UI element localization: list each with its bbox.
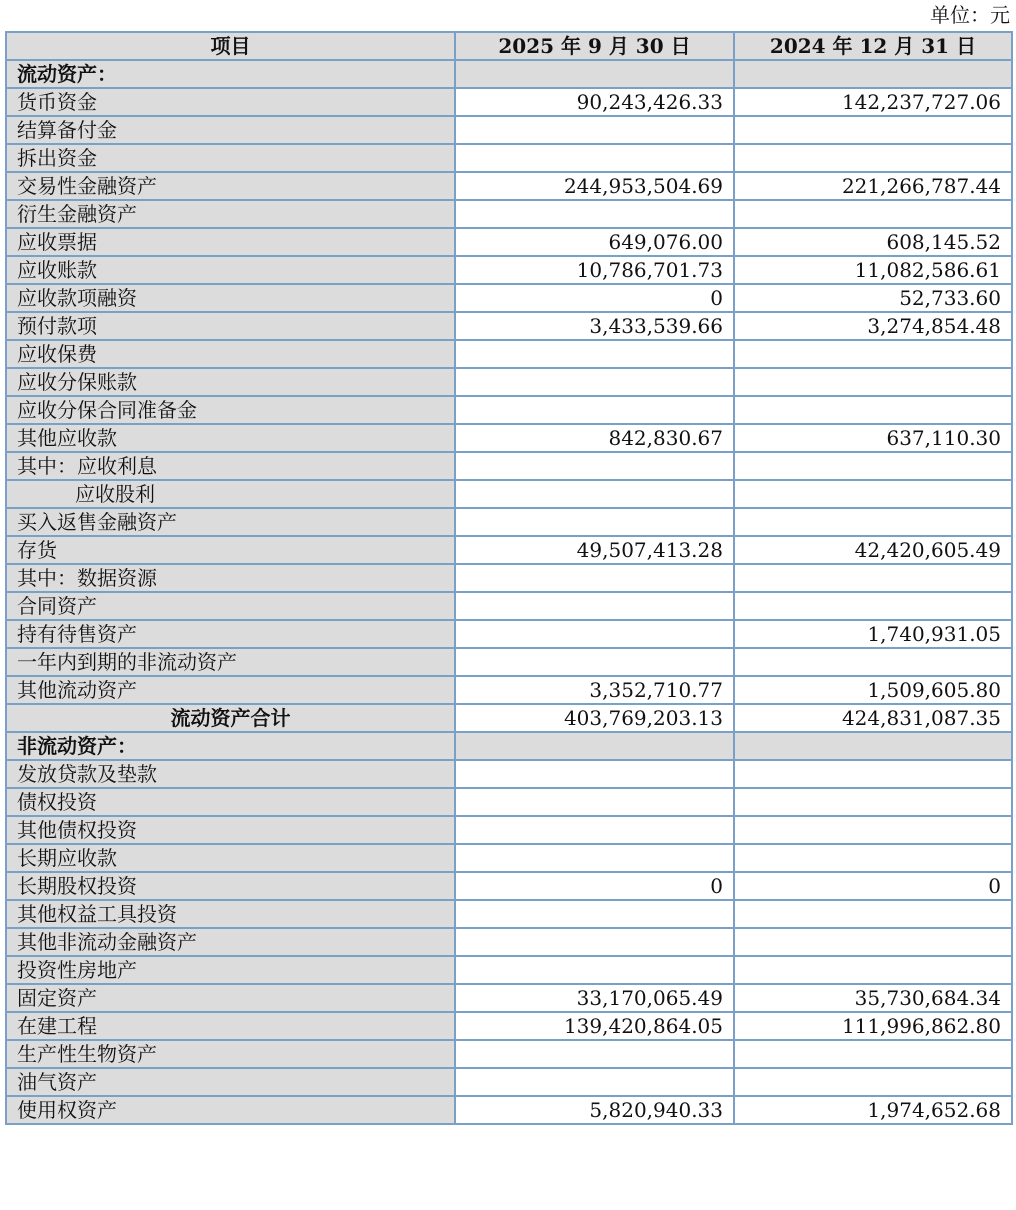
value-2025 (455, 1068, 734, 1096)
value-2024 (734, 480, 1012, 508)
value-2024: 1,974,652.68 (734, 1096, 1012, 1124)
row-label: 拆出资金 (6, 144, 455, 172)
table-row (6, 592, 1012, 620)
row-label: 其他权益工具投资 (6, 900, 455, 928)
table-row (6, 312, 1012, 340)
value-2024: 0 (734, 872, 1012, 900)
table-row (6, 200, 1012, 228)
value-2025: 0 (455, 284, 734, 312)
row-label: 其他流动资产 (6, 676, 455, 704)
value-2024 (734, 648, 1012, 676)
value-2024: 637,110.30 (734, 424, 1012, 452)
row-label: 结算备付金 (6, 116, 455, 144)
header-item: 项目 (6, 32, 455, 60)
row-label: 应收账款 (6, 256, 455, 284)
value-2025 (455, 508, 734, 536)
value-2025: 33,170,065.49 (455, 984, 734, 1012)
table-row (6, 900, 1012, 928)
value-2025 (455, 116, 734, 144)
value-2025 (455, 452, 734, 480)
value-2024 (734, 844, 1012, 872)
row-label: 应收保费 (6, 340, 455, 368)
value-2025: 3,352,710.77 (455, 676, 734, 704)
row-label: 其他债权投资 (6, 816, 455, 844)
value-2025 (455, 732, 734, 760)
row-label: 发放贷款及垫款 (6, 760, 455, 788)
value-2024 (734, 900, 1012, 928)
table-row (6, 732, 1012, 760)
table-header-row (6, 32, 1012, 60)
table-row (6, 704, 1012, 732)
value-2025 (455, 200, 734, 228)
value-2024 (734, 788, 1012, 816)
table-row (6, 564, 1012, 592)
table-row (6, 1096, 1012, 1124)
row-label: 生产性生物资产 (6, 1040, 455, 1068)
header-col-2025: 2025 年 9 月 30 日 (455, 32, 734, 60)
value-2025 (455, 480, 734, 508)
row-label: 买入返售金融资产 (6, 508, 455, 536)
value-2025: 139,420,864.05 (455, 1012, 734, 1040)
row-label: 流动资产： (6, 60, 455, 88)
row-label: 应收分保合同准备金 (6, 396, 455, 424)
row-label: 油气资产 (6, 1068, 455, 1096)
row-label: 非流动资产： (6, 732, 455, 760)
value-2025 (455, 928, 734, 956)
row-label: 投资性房地产 (6, 956, 455, 984)
row-label: 其中：应收利息 (6, 452, 455, 480)
table-row (6, 368, 1012, 396)
table-row (6, 788, 1012, 816)
row-label: 其中：数据资源 (6, 564, 455, 592)
value-2024: 142,237,727.06 (734, 88, 1012, 116)
value-2025: 842,830.67 (455, 424, 734, 452)
table-row (6, 536, 1012, 564)
value-2024 (734, 116, 1012, 144)
value-2024 (734, 396, 1012, 424)
row-label: 长期股权投资 (6, 872, 455, 900)
value-2024 (734, 592, 1012, 620)
value-2025 (455, 900, 734, 928)
value-2025 (455, 760, 734, 788)
value-2024 (734, 200, 1012, 228)
table-row (6, 872, 1012, 900)
value-2024 (734, 564, 1012, 592)
table-row (6, 844, 1012, 872)
value-2024 (734, 928, 1012, 956)
row-label: 固定资产 (6, 984, 455, 1012)
balance-sheet-table (5, 31, 1013, 1125)
table-row (6, 928, 1012, 956)
value-2025: 244,953,504.69 (455, 172, 734, 200)
table-row (6, 452, 1012, 480)
value-2025 (455, 396, 734, 424)
row-label: 其他应收款 (6, 424, 455, 452)
value-2024 (734, 60, 1012, 88)
value-2024 (734, 1040, 1012, 1068)
value-2024 (734, 760, 1012, 788)
value-2024: 3,274,854.48 (734, 312, 1012, 340)
table-row (6, 816, 1012, 844)
table-row (6, 396, 1012, 424)
value-2024: 1,509,605.80 (734, 676, 1012, 704)
table-row (6, 676, 1012, 704)
value-2025 (455, 340, 734, 368)
value-2025 (455, 368, 734, 396)
value-2025 (455, 620, 734, 648)
value-2024 (734, 816, 1012, 844)
row-label: 衍生金融资产 (6, 200, 455, 228)
row-label: 预付款项 (6, 312, 455, 340)
table-row (6, 956, 1012, 984)
table-row (6, 340, 1012, 368)
table-row (6, 284, 1012, 312)
value-2025: 0 (455, 872, 734, 900)
table-row (6, 60, 1012, 88)
value-2024 (734, 340, 1012, 368)
value-2024 (734, 732, 1012, 760)
row-label: 其他非流动金融资产 (6, 928, 455, 956)
value-2025 (455, 648, 734, 676)
row-label: 流动资产合计 (6, 704, 455, 732)
value-2025: 49,507,413.28 (455, 536, 734, 564)
value-2025: 649,076.00 (455, 228, 734, 256)
value-2025 (455, 956, 734, 984)
value-2025 (455, 1040, 734, 1068)
value-2025 (455, 844, 734, 872)
value-2025 (455, 788, 734, 816)
value-2025: 5,820,940.33 (455, 1096, 734, 1124)
value-2024 (734, 452, 1012, 480)
table-row (6, 620, 1012, 648)
row-label: 长期应收款 (6, 844, 455, 872)
row-label: 债权投资 (6, 788, 455, 816)
value-2024: 1,740,931.05 (734, 620, 1012, 648)
header-col-2024: 2024 年 12 月 31 日 (734, 32, 1012, 60)
row-label: 持有待售资产 (6, 620, 455, 648)
value-2024: 608,145.52 (734, 228, 1012, 256)
value-2025: 3,433,539.66 (455, 312, 734, 340)
value-2024: 221,266,787.44 (734, 172, 1012, 200)
table-row (6, 228, 1012, 256)
value-2025 (455, 816, 734, 844)
table-row (6, 648, 1012, 676)
table-row (6, 1040, 1012, 1068)
row-label: 交易性金融资产 (6, 172, 455, 200)
table-row (6, 256, 1012, 284)
row-label: 存货 (6, 536, 455, 564)
unit-label: 单位：元 (930, 3, 1010, 27)
value-2025 (455, 564, 734, 592)
value-2024: 424,831,087.35 (734, 704, 1012, 732)
table-row (6, 116, 1012, 144)
row-label: 在建工程 (6, 1012, 455, 1040)
value-2025: 90,243,426.33 (455, 88, 734, 116)
table-row (6, 984, 1012, 1012)
row-label: 合同资产 (6, 592, 455, 620)
row-label: 使用权资产 (6, 1096, 455, 1124)
value-2024: 111,996,862.80 (734, 1012, 1012, 1040)
value-2024: 42,420,605.49 (734, 536, 1012, 564)
value-2025: 10,786,701.73 (455, 256, 734, 284)
table-row (6, 508, 1012, 536)
value-2024 (734, 1068, 1012, 1096)
row-label: 应收分保账款 (6, 368, 455, 396)
row-label: 应收票据 (6, 228, 455, 256)
table-row (6, 480, 1012, 508)
table-row (6, 172, 1012, 200)
value-2025: 403,769,203.13 (455, 704, 734, 732)
row-label: 一年内到期的非流动资产 (6, 648, 455, 676)
value-2024: 35,730,684.34 (734, 984, 1012, 1012)
row-label: 货币资金 (6, 88, 455, 116)
value-2024: 52,733.60 (734, 284, 1012, 312)
row-label: 应收款项融资 (6, 284, 455, 312)
value-2024: 11,082,586.61 (734, 256, 1012, 284)
table-row (6, 1012, 1012, 1040)
table-row (6, 760, 1012, 788)
value-2025 (455, 144, 734, 172)
value-2024 (734, 956, 1012, 984)
value-2024 (734, 508, 1012, 536)
row-label: 应收股利 (6, 480, 455, 508)
table-row (6, 424, 1012, 452)
value-2025 (455, 592, 734, 620)
value-2024 (734, 144, 1012, 172)
value-2024 (734, 368, 1012, 396)
table-row (6, 144, 1012, 172)
table-row (6, 1068, 1012, 1096)
table-row (6, 88, 1012, 116)
value-2025 (455, 60, 734, 88)
